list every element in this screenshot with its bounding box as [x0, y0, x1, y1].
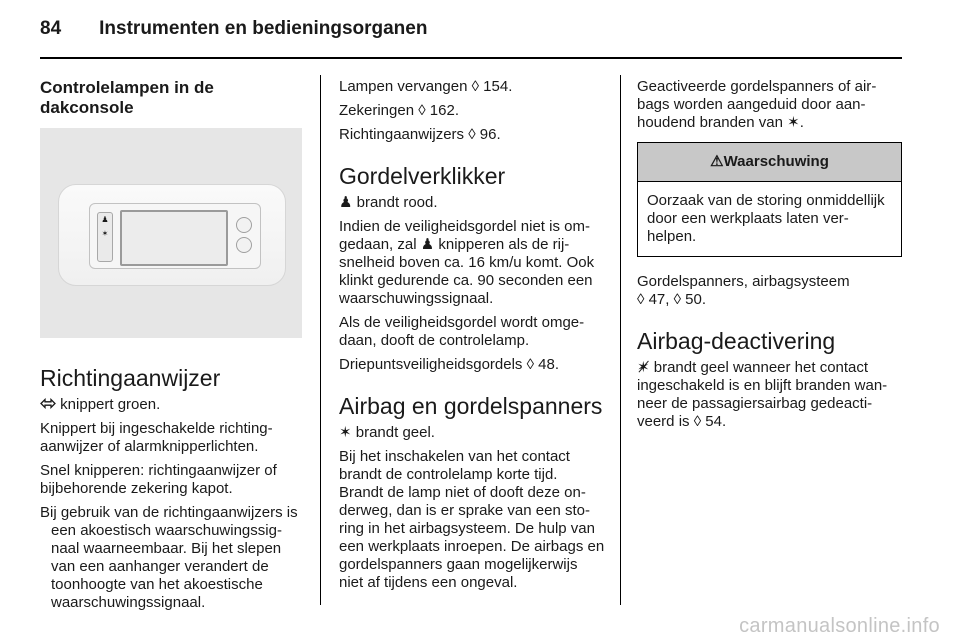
header-rule: [40, 57, 902, 59]
paragraph: Als de veiligheidsgordel wordt omgedaan, dooft de controlelamp.: [339, 314, 585, 349]
warning-title: Waarschuwing: [723, 153, 829, 170]
roof-console-panel: [89, 203, 261, 269]
airbag-icon: ✶: [787, 114, 800, 131]
reference-lampen: Lampen vervangen ◊ 154.: [339, 78, 513, 95]
paragraph: Gordelspanners, airbagsysteem: [637, 273, 850, 290]
airbag-status: brandt geel.: [355, 424, 435, 441]
airbag-off-icon: ✶̸: [637, 359, 650, 376]
watermark: carmanualsonline.info: [739, 615, 940, 637]
turn-signal-status: knippert groen.: [60, 396, 161, 413]
seatbelt-icon: ♟: [420, 236, 435, 253]
section-title-airbag: Airbag en gordelspanners: [339, 393, 603, 419]
page-number: 84: [40, 18, 62, 39]
column-1: [40, 78, 305, 618]
reference-richtingaanwijzers: Richtingaanwijzers ◊ 96.: [339, 126, 501, 143]
section-title-airbag-deactivering: Airbag-deactivering: [637, 328, 836, 354]
reference-driepunts: Driepuntsveiligheidsgordels ◊ 48.: [339, 356, 560, 373]
seatbelt-icon: ♟: [339, 194, 353, 211]
console-button-top: [236, 217, 252, 233]
paragraph: Knippert bij ingeschakelde richtingaanwijzer of alarmknipperlichten.: [40, 420, 273, 455]
section-title-gordelverklikker: Gordelverklikker: [339, 163, 506, 189]
section-heading-dakconsole: Controlelampen in de dakconsole: [40, 78, 214, 117]
console-button-bottom: [236, 237, 252, 253]
warning-header: [638, 143, 901, 182]
paragraph: Geactiveerde gordelspanners of airbags worden aangeduid door aanhoudend branden van: [637, 78, 877, 131]
chapter-title: Instrumenten en bedieningsorganen: [99, 18, 428, 39]
page-header: [40, 18, 427, 40]
roof-console-figure: [40, 128, 302, 338]
indicator-lamp-panel: [97, 212, 113, 262]
reference-zekeringen: Zekeringen ◊ 162.: [339, 102, 459, 119]
paragraph: knipperen als de rijsnelheid boven ca. 16 km/u komt. Ook klinkt gedurende ca. 90 seconden een waarschuwingssignaal.: [339, 236, 595, 307]
roof-console-body: [58, 184, 286, 286]
section-title-richtingaanwijzer: Richtingaanwijzer: [40, 365, 221, 391]
warning-body: Oorzaak van de storing onmiddellijk door een werkplaats laten verhelpen.: [647, 192, 885, 245]
reference-gordelspanners: ◊ 47, ◊ 50.: [637, 291, 707, 308]
warning-triangle-icon: ⚠: [710, 153, 724, 170]
column-divider: [620, 75, 621, 605]
seatbelt-icon: ♟: [101, 215, 109, 224]
column-3: Geactiveerde gordelspanners of airbags worden aangeduid door aanhoudend branden van ✶. ⚠Waarschuwing Oorzaak van de storing onmiddellijk door een werkplaats laten verhelpen. Gordelspanners, airbagsysteem ◊ 47, ◊ 50. Airbag-deactivering ✶̸ brandt geel wanneer het contact ingeschakeld is en blijft branden wanneer de passagiersairbag gedeactiveerd is ◊ 54.: [637, 78, 902, 437]
seatbelt-status: brandt rood.: [356, 194, 438, 211]
paragraph: Indien de veiligheidsgordel niet is omgedaan, zal: [339, 218, 590, 253]
airbag-icon: ✶: [101, 229, 109, 238]
column-divider: [320, 75, 321, 605]
column-2: [339, 78, 605, 598]
paragraph: Snel knipperen: richtingaanwijzer of bijbehorende zekering kapot.: [40, 462, 277, 497]
airbag-icon: ✶: [339, 424, 352, 441]
paragraph: brandt geel wanneer het contact ingeschakeld is en blijft branden wanneer de passagiersairbag gedeactiveerd is ◊ 54.: [637, 359, 888, 430]
console-display: [120, 210, 228, 266]
paragraph: Bij gebruik van de richtingaanwijzers is een akoestisch waarschuwingssignaal waarneembaar. Bij het slepen van een aanhanger verandert de toonhoogte van het akoestische waarschuwingssignaal.: [40, 504, 298, 611]
paragraph: Bij het inschakelen van het contact brandt de controlelamp korte tijd. Brandt de lamp niet of dooft deze onderweg, dan is er sprake van een storing in het airbagsysteem. De hulp van een werkplaats inroepen. De airbags en gordelspanners gaan mogelijkerwijs niet af tijdens een ongeval.: [339, 448, 605, 591]
turn-signal-icon: [40, 396, 56, 414]
warning-box: [637, 142, 902, 257]
